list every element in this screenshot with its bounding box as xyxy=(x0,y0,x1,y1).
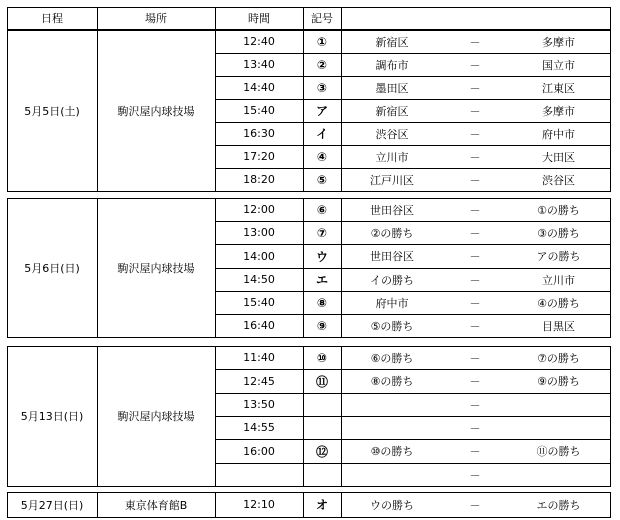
match-team2: ⑨の勝ち xyxy=(537,375,580,388)
match-team1: 墨田区 xyxy=(375,81,409,95)
match-time: 13:40 xyxy=(243,58,275,71)
day-venue: 駒沢屋内球技場 xyxy=(117,261,195,275)
match-code: ⑤ xyxy=(316,172,328,187)
match-team2: 多摩市 xyxy=(542,104,575,118)
match-time: 14:55 xyxy=(243,421,275,434)
match-time: 12:45 xyxy=(243,374,275,388)
match-vs-dash: － xyxy=(469,398,481,412)
match-code: ウ xyxy=(315,249,328,264)
match-code: ④ xyxy=(316,149,328,164)
match-time: 15:40 xyxy=(243,296,275,309)
match-team1 xyxy=(341,416,443,439)
match-vs-dash: － xyxy=(469,127,481,141)
match-team1: 新宿区 xyxy=(375,104,409,118)
match-team2: エの勝ち xyxy=(536,498,581,512)
match-vs-dash: － xyxy=(469,296,481,310)
match-team2: 渋谷区 xyxy=(542,173,575,187)
match-team1: 世田谷区 xyxy=(370,203,414,217)
match-team1: ②の勝ち xyxy=(370,226,414,240)
match-team2: 国立市 xyxy=(542,58,575,72)
match-vs-dash: － xyxy=(469,351,481,365)
match-team1: 渋谷区 xyxy=(375,127,409,141)
match-team2 xyxy=(507,416,610,439)
match-code xyxy=(303,393,341,416)
match-team1: イの勝ち xyxy=(370,273,414,287)
match-vs-dash: － xyxy=(469,150,481,164)
block-column-border xyxy=(610,492,611,518)
match-vs-dash: － xyxy=(469,468,481,482)
header-code: 記号 xyxy=(311,12,333,25)
header-date: 日程 xyxy=(41,12,63,25)
match-time: 14:50 xyxy=(243,273,275,286)
match-vs-dash: － xyxy=(469,250,481,263)
match-time: 16:40 xyxy=(243,319,275,332)
day-venue: 駒沢屋内球技場 xyxy=(117,410,195,423)
match-team1: 府中市 xyxy=(375,296,409,310)
match-time: 12:00 xyxy=(243,203,275,216)
header-time: 時間 xyxy=(248,12,270,25)
match-code: ア xyxy=(315,104,328,118)
header-venue: 場所 xyxy=(145,12,167,25)
match-vs-dash: － xyxy=(469,498,481,512)
match-time: 13:50 xyxy=(243,398,275,411)
match-code: ⑦ xyxy=(316,225,328,240)
match-code: ① xyxy=(316,34,328,49)
match-time: 16:30 xyxy=(243,127,275,140)
match-time: 14:40 xyxy=(243,81,275,94)
match-vs-dash: － xyxy=(469,319,481,333)
match-vs-dash: － xyxy=(469,226,481,240)
match-vs-dash: － xyxy=(469,421,481,435)
match-team1 xyxy=(341,393,443,416)
match-time: 12:40 xyxy=(243,35,275,48)
match-code xyxy=(303,463,341,486)
day-date: 5月5日(土) xyxy=(24,104,80,118)
match-team2: ⑪の勝ち xyxy=(536,445,581,458)
day-date: 5月27日(日) xyxy=(20,498,84,512)
match-time: 11:40 xyxy=(243,351,275,364)
match-time: 13:00 xyxy=(243,226,275,239)
match-team1: 江戸川区 xyxy=(370,173,414,187)
header-column-border xyxy=(341,7,342,30)
match-time: 15:40 xyxy=(243,104,275,117)
match-team2: 江東区 xyxy=(542,81,575,95)
match-team1: 世田谷区 xyxy=(370,250,414,263)
match-team2: ③の勝ち xyxy=(537,226,580,240)
match-vs-dash: － xyxy=(469,104,481,118)
match-team2: ⑦の勝ち xyxy=(537,351,580,365)
match-team1 xyxy=(341,463,443,486)
match-team2 xyxy=(507,393,610,416)
match-time xyxy=(215,463,303,486)
day-venue: 東京体育館B xyxy=(124,498,188,512)
match-team1: ウの勝ち xyxy=(370,498,414,512)
match-time: 18:20 xyxy=(243,173,275,186)
match-code: イ xyxy=(315,127,328,141)
header-column-border xyxy=(610,7,611,30)
match-team2: ①の勝ち xyxy=(537,203,580,217)
match-code xyxy=(303,416,341,439)
match-vs-dash: － xyxy=(469,35,481,49)
match-code: ⑨ xyxy=(316,318,328,333)
match-time: 16:00 xyxy=(243,444,275,458)
day-date: 5月13日(日) xyxy=(20,410,84,423)
match-time: 12:10 xyxy=(243,498,275,511)
match-code: ③ xyxy=(316,80,328,95)
match-time: 17:20 xyxy=(243,150,275,163)
match-team2: 立川市 xyxy=(542,273,575,287)
match-team1: 立川市 xyxy=(375,150,409,164)
match-code: ⑪ xyxy=(315,374,328,389)
match-team1: ⑤の勝ち xyxy=(370,319,414,333)
match-team2: 多摩市 xyxy=(542,35,575,49)
match-code: エ xyxy=(315,273,328,287)
match-vs-dash: － xyxy=(469,203,481,217)
match-code: ⑥ xyxy=(316,202,328,217)
match-vs-dash: － xyxy=(469,173,481,187)
match-team1: ⑧の勝ち xyxy=(370,375,414,388)
day-date: 5月6日(日) xyxy=(24,261,80,275)
match-team1: 新宿区 xyxy=(375,35,409,49)
match-team2: 大田区 xyxy=(542,150,575,164)
match-code: オ xyxy=(315,498,328,512)
match-vs-dash: － xyxy=(469,58,481,72)
match-code: ⑩ xyxy=(316,350,328,365)
day-venue: 駒沢屋内球技場 xyxy=(117,104,195,118)
match-team2: アの勝ち xyxy=(536,250,581,263)
match-team1: 調布市 xyxy=(375,58,409,72)
match-vs-dash: － xyxy=(469,81,481,95)
match-team2: ④の勝ち xyxy=(537,296,580,310)
match-time: 14:00 xyxy=(243,249,275,263)
match-code: ⑫ xyxy=(315,444,328,459)
match-team1: ⑩の勝ち xyxy=(370,445,414,458)
match-team2 xyxy=(507,463,610,486)
match-team2: 目黒区 xyxy=(542,319,575,333)
match-code: ⑧ xyxy=(316,295,328,310)
match-code: ② xyxy=(316,57,328,72)
match-vs-dash: － xyxy=(469,375,481,388)
match-team2: 府中市 xyxy=(542,127,575,141)
match-team1: ⑥の勝ち xyxy=(370,351,414,365)
match-vs-dash: － xyxy=(469,273,481,287)
match-vs-dash: － xyxy=(469,445,481,458)
